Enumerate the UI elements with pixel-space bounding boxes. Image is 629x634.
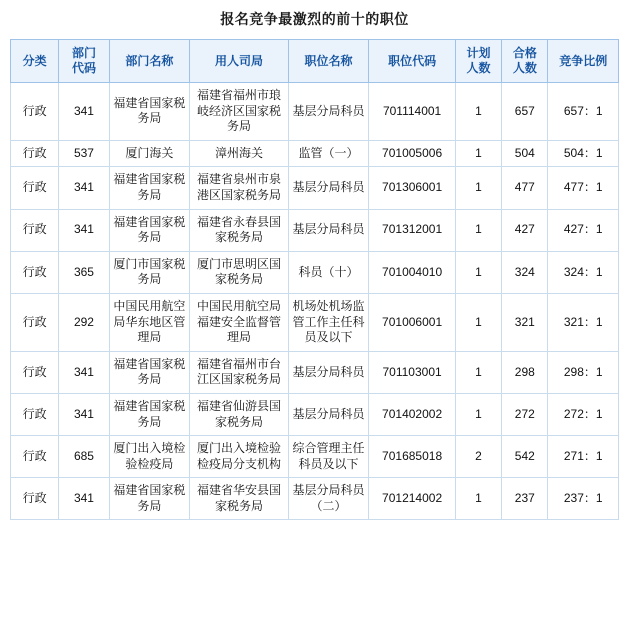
header-line: 职位代码 [388, 53, 437, 68]
cell-dept-name: 福建省国家税务局 [109, 167, 190, 209]
cell-plan-count: 1 [455, 209, 501, 251]
cell-dept-code: 365 [59, 251, 109, 293]
cell-dept-name: 厦门市国家税务局 [109, 251, 190, 293]
cell-category: 行政 [11, 293, 59, 351]
cell-dept-name: 中国民用航空局华东地区管理局 [109, 293, 190, 351]
table-row [11, 209, 619, 251]
column-header-category [11, 40, 59, 83]
cell-ratio: 427：1 [548, 209, 619, 251]
cell-post-code: 701004010 [369, 251, 456, 293]
cell-unit: 福建省福州市琅岐经济区国家税务局 [190, 83, 289, 141]
cell-pass-count: 657 [502, 83, 548, 141]
header-line: 部门 [71, 46, 96, 60]
cell-dept-code: 341 [59, 351, 109, 393]
cell-pass-count: 237 [502, 478, 548, 520]
cell-plan-count: 2 [455, 436, 501, 478]
column-header-dept-code [59, 40, 109, 83]
cell-post-code: 701006001 [369, 293, 456, 351]
cell-plan-count: 1 [455, 293, 501, 351]
header-line: 计划 [466, 46, 491, 60]
cell-post-name: 基层分局科员 [288, 351, 369, 393]
cell-pass-count: 504 [502, 140, 548, 167]
header-line: 人数 [466, 61, 491, 75]
cell-post-name: 科员（十） [288, 251, 369, 293]
competition-ranking-table [10, 39, 619, 520]
cell-ratio: 272：1 [548, 393, 619, 435]
cell-unit: 福建省仙游县国家税务局 [190, 393, 289, 435]
cell-post-code: 701103001 [369, 351, 456, 393]
cell-dept-code: 341 [59, 209, 109, 251]
header-line: 部门名称 [125, 53, 174, 68]
table-row [11, 351, 619, 393]
cell-post-name: 机场处机场监管工作主任科员及以下 [288, 293, 369, 351]
column-header-post-code [369, 40, 456, 83]
table-container [0, 39, 629, 520]
cell-pass-count: 298 [502, 351, 548, 393]
cell-dept-name: 福建省国家税务局 [109, 478, 190, 520]
cell-post-name: 基层分局科员 [288, 167, 369, 209]
cell-dept-code: 341 [59, 393, 109, 435]
cell-pass-count: 542 [502, 436, 548, 478]
cell-post-code: 701312001 [369, 209, 456, 251]
cell-post-name: 综合管理主任科员及以下 [288, 436, 369, 478]
cell-post-code: 701685018 [369, 436, 456, 478]
cell-pass-count: 272 [502, 393, 548, 435]
cell-category: 行政 [11, 209, 59, 251]
cell-dept-code: 537 [59, 140, 109, 167]
cell-unit: 福建省福州市台江区国家税务局 [190, 351, 289, 393]
cell-pass-count: 427 [502, 209, 548, 251]
table-row [11, 140, 619, 167]
cell-dept-name: 福建省国家税务局 [109, 351, 190, 393]
cell-plan-count: 1 [455, 393, 501, 435]
cell-category: 行政 [11, 83, 59, 141]
cell-post-code: 701214002 [369, 478, 456, 520]
cell-unit: 福建省永春县国家税务局 [190, 209, 289, 251]
cell-post-name: 监管（一） [288, 140, 369, 167]
cell-post-name: 基层分局科员 [288, 209, 369, 251]
column-header-pass-count [502, 40, 548, 83]
header-line: 人数 [512, 61, 537, 75]
cell-category: 行政 [11, 140, 59, 167]
cell-unit: 漳州海关 [190, 140, 289, 167]
cell-post-name: 基层分局科员 [288, 393, 369, 435]
cell-pass-count: 324 [502, 251, 548, 293]
cell-dept-name: 福建省国家税务局 [109, 209, 190, 251]
cell-ratio: 504：1 [548, 140, 619, 167]
cell-post-name: 基层分局科员 [288, 83, 369, 141]
column-header-unit [190, 40, 289, 83]
table-row [11, 83, 619, 141]
cell-unit: 福建省泉州市泉港区国家税务局 [190, 167, 289, 209]
cell-category: 行政 [11, 478, 59, 520]
cell-category: 行政 [11, 393, 59, 435]
table-row [11, 436, 619, 478]
cell-dept-code: 685 [59, 436, 109, 478]
table-row [11, 478, 619, 520]
cell-ratio: 477：1 [548, 167, 619, 209]
header-line: 用人司局 [214, 53, 263, 68]
table-header [11, 40, 619, 83]
table-row [11, 393, 619, 435]
cell-plan-count: 1 [455, 83, 501, 141]
column-header-ratio [548, 40, 619, 83]
column-header-dept-name [109, 40, 190, 83]
cell-post-code: 701114001 [369, 83, 456, 141]
cell-ratio: 298：1 [548, 351, 619, 393]
cell-plan-count: 1 [455, 351, 501, 393]
column-header-plan-count [455, 40, 501, 83]
cell-post-code: 701005006 [369, 140, 456, 167]
cell-ratio: 237：1 [548, 478, 619, 520]
page-title: 报名竞争最激烈的前十的职位 [220, 11, 409, 27]
cell-ratio: 324：1 [548, 251, 619, 293]
cell-ratio: 271：1 [548, 436, 619, 478]
header-line: 分类 [22, 53, 47, 68]
cell-category: 行政 [11, 351, 59, 393]
table-row [11, 293, 619, 351]
table-row [11, 251, 619, 293]
cell-pass-count: 477 [502, 167, 548, 209]
cell-dept-code: 341 [59, 478, 109, 520]
header-line: 竞争比例 [559, 53, 608, 68]
cell-post-code: 701306001 [369, 167, 456, 209]
cell-dept-name: 厦门出入境检验检疫局 [109, 436, 190, 478]
cell-plan-count: 1 [455, 251, 501, 293]
cell-dept-name: 福建省国家税务局 [109, 393, 190, 435]
cell-dept-name: 福建省国家税务局 [109, 83, 190, 141]
cell-post-code: 701402002 [369, 393, 456, 435]
cell-plan-count: 1 [455, 478, 501, 520]
cell-dept-code: 292 [59, 293, 109, 351]
cell-plan-count: 1 [455, 167, 501, 209]
table-body [11, 83, 619, 520]
cell-category: 行政 [11, 436, 59, 478]
cell-unit: 福建省华安县国家税务局 [190, 478, 289, 520]
table-row [11, 167, 619, 209]
cell-category: 行政 [11, 251, 59, 293]
cell-post-name: 基层分局科员（二） [288, 478, 369, 520]
cell-unit: 厦门市思明区国家税务局 [190, 251, 289, 293]
cell-pass-count: 321 [502, 293, 548, 351]
cell-unit: 厦门出入境检验检疫局分支机构 [190, 436, 289, 478]
header-line: 职位名称 [304, 53, 353, 68]
cell-dept-code: 341 [59, 167, 109, 209]
column-header-post-name [288, 40, 369, 83]
cell-unit: 中国民用航空局福建安全监督管理局 [190, 293, 289, 351]
header-line: 合格 [512, 46, 537, 60]
header-line: 代码 [71, 61, 96, 75]
cell-plan-count: 1 [455, 140, 501, 167]
cell-ratio: 657：1 [548, 83, 619, 141]
cell-dept-name: 厦门海关 [109, 140, 190, 167]
table-header-row [11, 40, 619, 83]
cell-ratio: 321：1 [548, 293, 619, 351]
cell-category: 行政 [11, 167, 59, 209]
cell-dept-code: 341 [59, 83, 109, 141]
